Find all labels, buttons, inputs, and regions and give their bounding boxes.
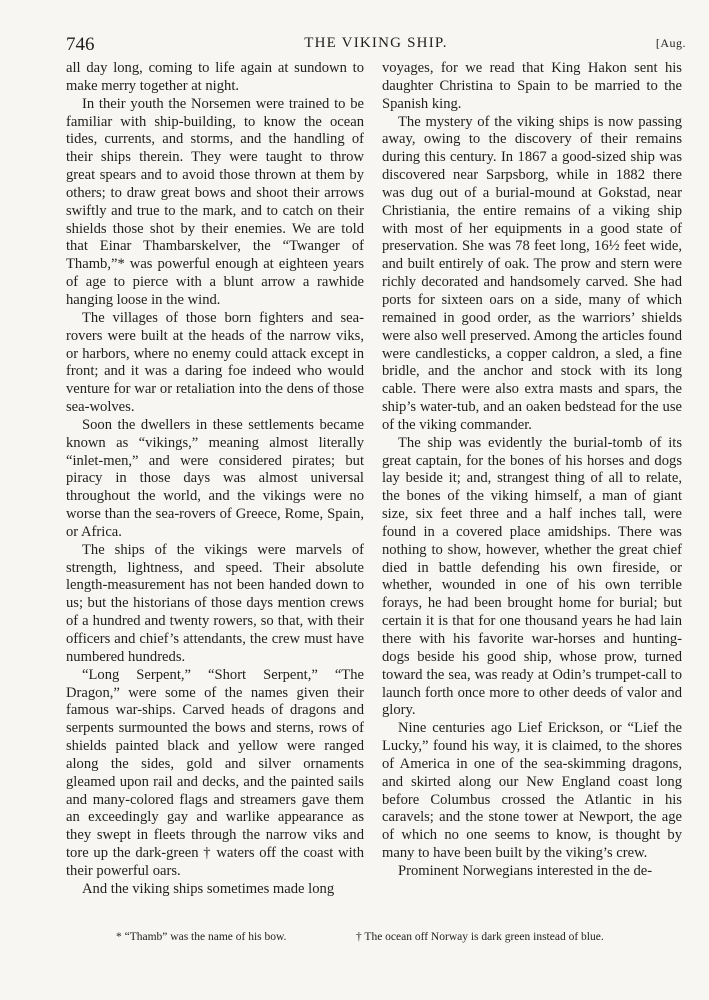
paragraph: voyages, for we read that King Hakon sent his daughter Christina to Spain to be married to the Spanish king. (382, 60, 682, 112)
paragraph: Prominent Norwegians interested in the de- (398, 862, 653, 879)
paragraph: The mystery of the viking ships is now passing away, owing to the discovery of their remains during this century. In 1867 a good-sized ship was discovered near Sarpsborg, while in 1882 there was dug out of a burial-mound at Gokstad, near Christiania, the entire remains of a viking ship with most of her equipments in a good state of preservation. She was 78 feet long, 16½ feet wide, and built entirely of oak. The prow and stern were richly decorated and handsomely carved. She had ports for sixteen oars on a side, many of which remained in good order, as the warriors’ shields were also well preserved. Among the articles found were candlesticks, a copper caldron, a sled, a fine bridle, and the anchor and stock with its long cable. There were also extra masts and spars, the ship’s water-tub, and an oaken bedstead for the use of the viking commander. (382, 113, 682, 433)
running-title: THE VIKING SHIP. (304, 35, 448, 51)
footnote: * “Thamb” was the name of his bow. (116, 931, 287, 943)
paragraph: “Long Serpent,” “Short Serpent,” “The Dragon,” were some of the names given their famous war-ships. Carved heads of dragons and serpents surmounted the bows and sterns, rows of shields painted black and yellow were ranged along the sides, gold and silver ornaments gleamed upon rail and decks, and the painted sails and many-colored flags and streamers gave them an exceedingly gay and warlike appearance as they swept in fleets through the narrow viks and tore up the dark-green † waters off the coast with their powerful oars. (66, 666, 364, 879)
paragraph: all day long, coming to life again at sundown to make merry together at night. (66, 60, 364, 94)
paragraph: The ships of the vikings were marvels of strength, lightness, and speed. Their absolute length-measurement has not been handed down to us; but the historians of those days mention crews of a hundred and twenty rowers, so that, with their officers and chief’s attendants, the crew must have numbered hundreds. (66, 541, 364, 665)
paragraph: The villages of those born fighters and sea-rovers were built at the heads of the narrow viks, or harbors, where no enemy could attack except in front; and it was a daring foe indeed who would venture for war or retaliation into the dens of those sea-wolves. (66, 309, 364, 416)
page-number: 746 (66, 34, 95, 55)
paragraph: Soon the dwellers in these settlements became known as “vikings,” meaning almost literally “inlet-men,” and were considered pirates; but piracy in those days was almost universal throughout the world, and the vikings were no worse than the sea-rovers of Greece, Rome, Spain, or Africa. (66, 416, 364, 540)
issue-label: [Aug. (655, 36, 686, 50)
left-column (66, 60, 364, 899)
footnote: † The ocean off Norway is dark green instead of blue. (356, 931, 604, 943)
page-header (66, 34, 686, 54)
right-column (382, 60, 682, 881)
paragraph: The ship was evidently the burial-tomb of its great captain, for the bones of his horses and dogs lay beside it; and, strangest thing of all to relate, the bones of the viking himself, a man of giant size, six feet three and a half inches tall, were found in a covered place amidships. There was nothing to show, however, whether the great chief died in battle defending his own fireside, or whether, wounded in one of his own terrible forays, he had been brought home for burial; but certain it is that for one thousand years he had lain there with his favorite war-horses and hunting-dogs beside his good ship, whose prow, turned toward the sea, was ready at Odin’s trumpet-call to launch forth once more to other deeds of valor and glory. (382, 434, 682, 719)
paragraph: In their youth the Norsemen were trained to be familiar with ship-building, to know the ocean tides, currents, and storms, and the handling of their ships therein. They were taught to throw great spears and to avoid those thrown at them by others; to draw great bows and shoot their arrows swiftly and true to the mark, and to catch on their shields those shot by their enemies. We are told that Einar Thambarskelver, the “Twanger of Thamb,”* was powerful enough at eighteen years of age to pierce with a blunt arrow a rawhide hanging loose in the wind. (66, 95, 364, 308)
paragraph: Nine centuries ago Lief Erickson, or “Lief the Lucky,” found his way, it is claimed, to the shores of America in one of the sea-skimming dragons, and skirted along our New England coast long before Columbus crossed the Atlantic in his caravels; and the stone tower at Newport, the age of which no one seems to know, is thought by many to have been built by the viking’s crew. (382, 720, 682, 862)
paragraph: And the viking ships sometimes made long (82, 880, 335, 897)
footnotes (66, 931, 686, 947)
